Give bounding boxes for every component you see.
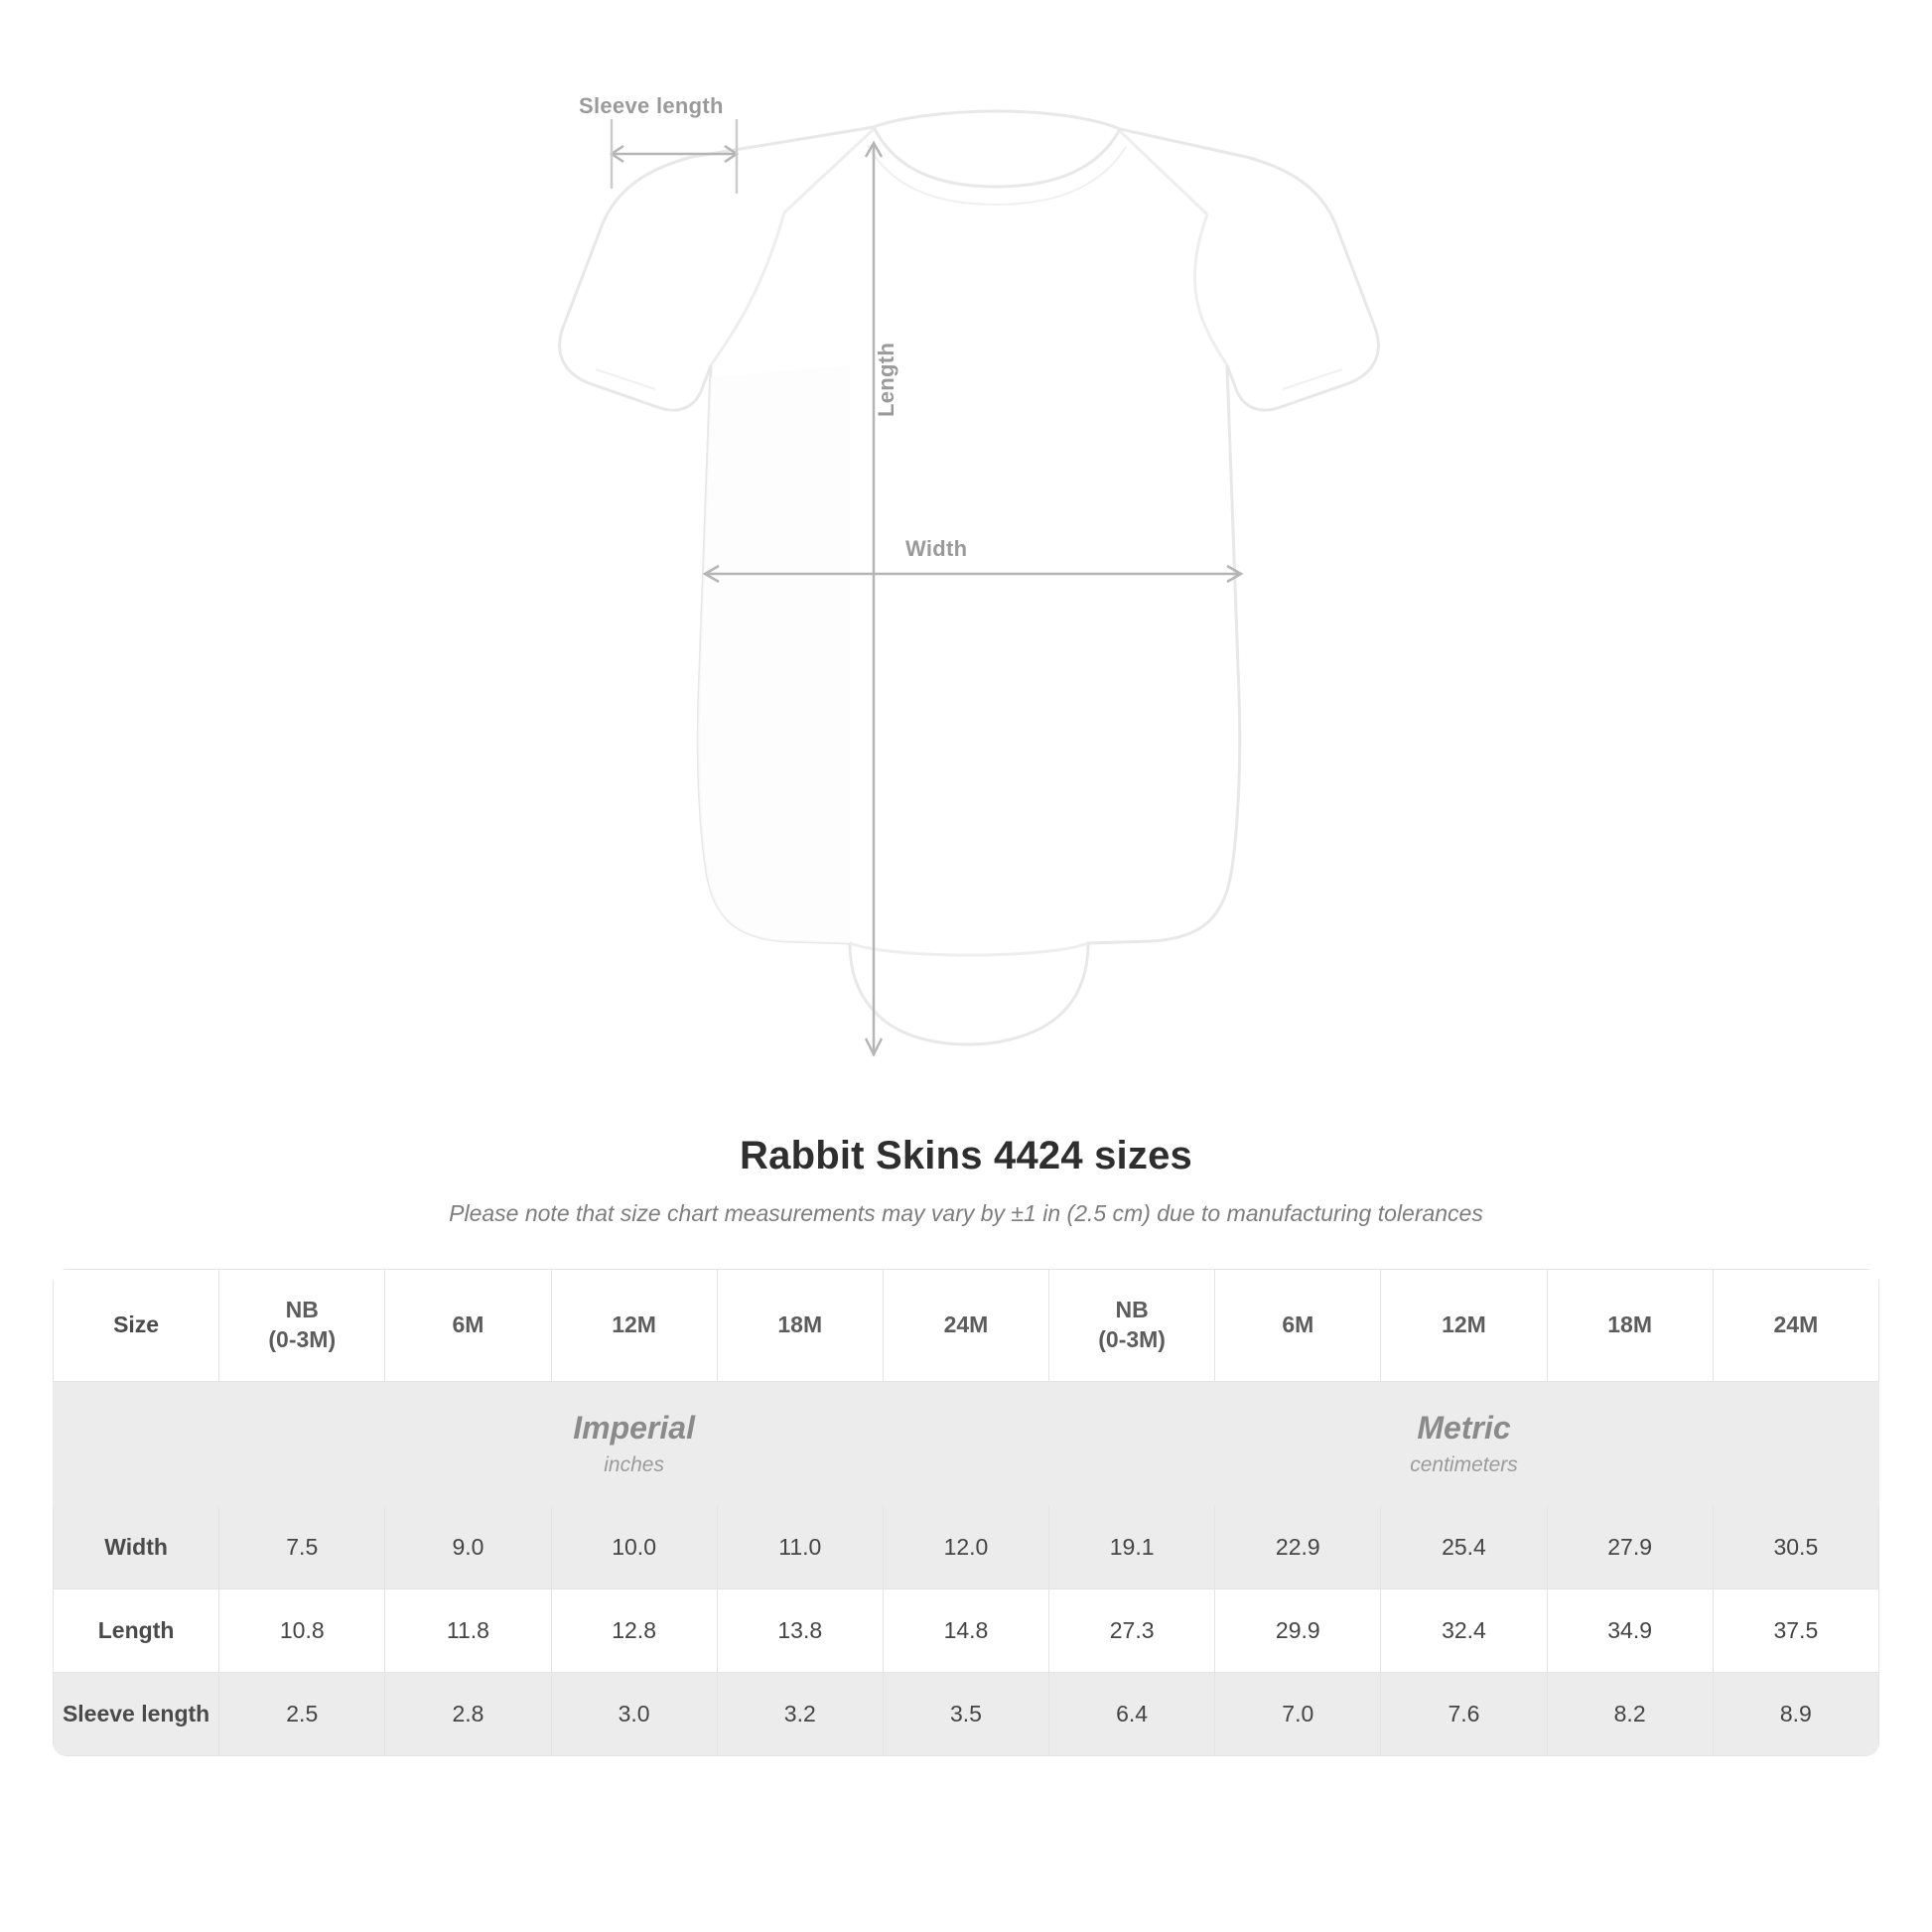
page-title: Rabbit Skins 4424 sizes [740,1134,1192,1177]
cell-sleeve-7: 7.6 [1381,1672,1547,1755]
cell-length-0: 10.8 [219,1588,385,1672]
header-col-3: 18M [717,1270,883,1382]
cell-sleeve-3: 3.2 [717,1672,883,1755]
header-col-5 [1049,1270,1215,1382]
table-row [54,1672,1879,1755]
cell-width-7: 25.4 [1381,1505,1547,1588]
cell-sleeve-1: 2.8 [385,1672,551,1755]
cell-length-2: 12.8 [551,1588,717,1672]
sleeve-length-label: Sleeve length [579,93,724,118]
row-label-sleeve-length: Sleeve length [54,1672,219,1755]
unit-header-row [54,1381,1879,1505]
cell-sleeve-0: 2.5 [219,1672,385,1755]
cell-length-8: 34.9 [1547,1588,1713,1672]
cell-length-6: 29.9 [1215,1588,1381,1672]
header-col-7: 12M [1381,1270,1547,1382]
cell-length-1: 11.8 [385,1588,551,1672]
cell-length-4: 14.8 [883,1588,1048,1672]
unit-metric-name: Metric [1417,1409,1511,1446]
unit-imperial-sub: inches [604,1452,664,1476]
cell-width-4: 12.0 [883,1505,1048,1588]
header-col-8: 18M [1547,1270,1713,1382]
header-col-4: 24M [883,1270,1048,1382]
size-table [53,1269,1879,1756]
cell-length-9: 37.5 [1713,1588,1878,1672]
header-col-0-line2: (0-3M) [268,1325,337,1352]
unit-group-metric [1049,1381,1879,1505]
tolerance-note: Please note that size chart measurements may vary by ±1 in (2.5 cm) due to manufacturing tolerances [449,1200,1483,1226]
header-col-5-line1: NB [1115,1297,1149,1322]
column-header-row [54,1270,1879,1382]
cell-width-1: 9.0 [385,1505,551,1588]
header-col-9: 24M [1713,1270,1878,1382]
cell-length-7: 32.4 [1381,1588,1547,1672]
cell-sleeve-8: 8.2 [1547,1672,1713,1755]
cell-width-8: 27.9 [1547,1505,1713,1588]
cell-sleeve-4: 3.5 [883,1672,1048,1755]
header-size: Size [54,1270,219,1382]
table-row [54,1505,1879,1588]
cell-width-6: 22.9 [1215,1505,1381,1588]
row-label-width: Width [54,1505,219,1588]
width-label: Width [905,536,968,561]
unit-group-imperial [219,1381,1049,1505]
title-block [0,1134,1932,1227]
table-row [54,1588,1879,1672]
unit-metric-sub: centimeters [1410,1452,1518,1476]
cell-width-2: 10.0 [551,1505,717,1588]
cell-sleeve-5: 6.4 [1049,1672,1215,1755]
unit-corner-cell [54,1381,219,1505]
header-col-0 [219,1270,385,1382]
cell-width-0: 7.5 [219,1505,385,1588]
header-col-6: 6M [1215,1270,1381,1382]
cell-width-9: 30.5 [1713,1505,1878,1588]
header-col-5-line2: (0-3M) [1098,1325,1166,1352]
row-label-length: Length [54,1588,219,1672]
header-col-1: 6M [385,1270,551,1382]
cell-sleeve-9: 8.9 [1713,1672,1878,1755]
cell-length-5: 27.3 [1049,1588,1215,1672]
size-table-wrapper [53,1269,1879,1756]
header-col-2: 12M [551,1270,717,1382]
cell-width-3: 11.0 [717,1505,883,1588]
length-label: Length [874,342,898,417]
cell-length-3: 13.8 [717,1588,883,1672]
cell-sleeve-6: 7.0 [1215,1672,1381,1755]
bodysuit-shape [560,111,1379,1044]
cell-sleeve-2: 3.0 [551,1672,717,1755]
header-col-0-line1: NB [285,1297,319,1322]
cell-width-5: 19.1 [1049,1505,1215,1588]
unit-imperial-name: Imperial [573,1409,695,1446]
